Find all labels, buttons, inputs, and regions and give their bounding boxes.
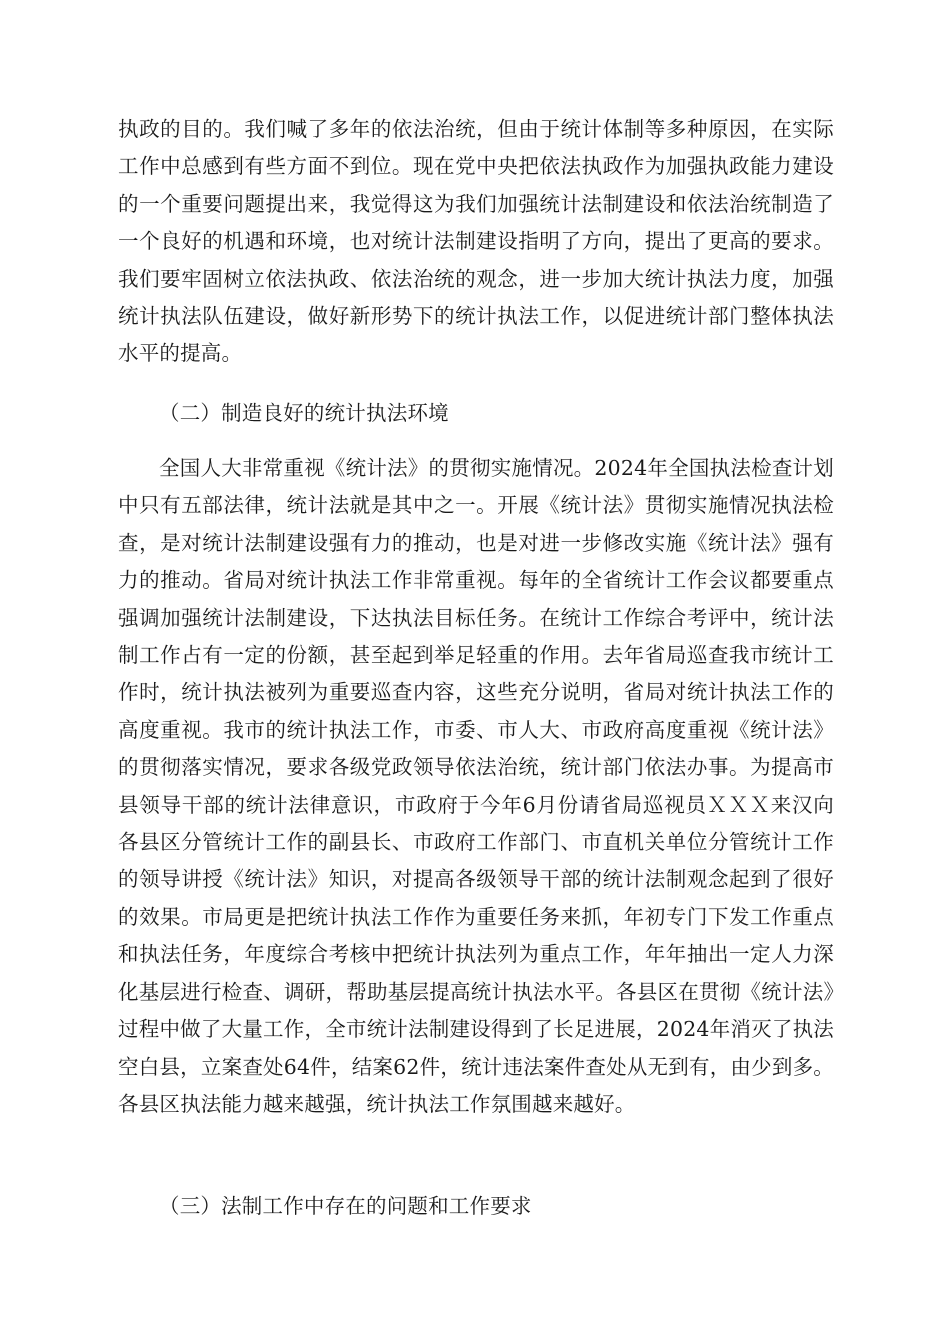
- section-heading-text: （三）法制工作中存在的问题和工作要求: [159, 1194, 532, 1218]
- section-heading-3: [118, 1188, 834, 1225]
- paragraph-text: 全国人大非常重视《统计法》的贯彻实施情况。2024年全国执法检查计划中只有五部法律，统计法就是其中之一。开展《统计法》贯彻实施情况执法检查，是对统计法制建设强有力的推动，也是对进一步修改实施《统计法》强有力的推动。省局对统计执法工作非常重视。每年的全省统计工作会议都要重点强调加强统计法制建设，下达执法目标任务。在统计工作综合考评中，统计法制工作占有一定的份额，甚至起到举足轻重的作用。去年省局巡查我市统计工作时，统计执法被列为重要巡查内容，这些充分说明，省局对统计执法工作的高度重视。我市的统计执法工作，市委、市人大、市政府高度重视《统计法》的贯彻落实情况，要求各级党政领导依法治统，统计部门依法办事。为提高市县领导干部的统计法律意识，市政府于今年6月份请省局巡视员ＸＸＸ来汉向各县区分管统计工作的副县长、市政府工作部门、市直机关单位分管统计工作的领导讲授《统计法》知识，对提高各级领导干部的统计法制观念起到了很好的效果。市局更是把统计执法工作作为重要任务来抓，年初专门下发工作重点和执法任务，年度综合考核中把统计执法列为重点工作，年年抽出一定人力深化基层进行检查、调研，帮助基层提高统计执法水平。各县区在贯彻《统计法》过程中做了大量工作，全市统计法制建设得到了长足进展，2024年消灭了执法空白县，立案查处64件，结案62件，统计违法案件查处从无到有，由少到多。各县区执法能力越来越强，统计执法工作氛围越来越好。: [118, 456, 834, 1116]
- section-heading-text: （二）制造良好的统计执法环境: [159, 401, 449, 425]
- paragraph-text: 执政的目的。我们喊了多年的依法治统，但由于统计体制等多种原因，在实际工作中总感到有些方面不到位。现在党中央把依法执政作为加强执政能力建设的一个重要问题提出来，我觉得这为我们加强统计法制建设和依法治统制造了一个良好的机遇和环境，也对统计法制建设指明了方向，提出了更高的要求。我们要牢固树立依法执政、依法治统的观念，进一步加大统计执法力度，加强统计执法队伍建设，做好新形势下的统计执法工作，以促进统计部门整体执法水平的提高。: [118, 117, 834, 366]
- paragraph-continued: [118, 111, 834, 373]
- paragraph-body: [118, 450, 834, 1123]
- section-heading-2: [118, 395, 834, 432]
